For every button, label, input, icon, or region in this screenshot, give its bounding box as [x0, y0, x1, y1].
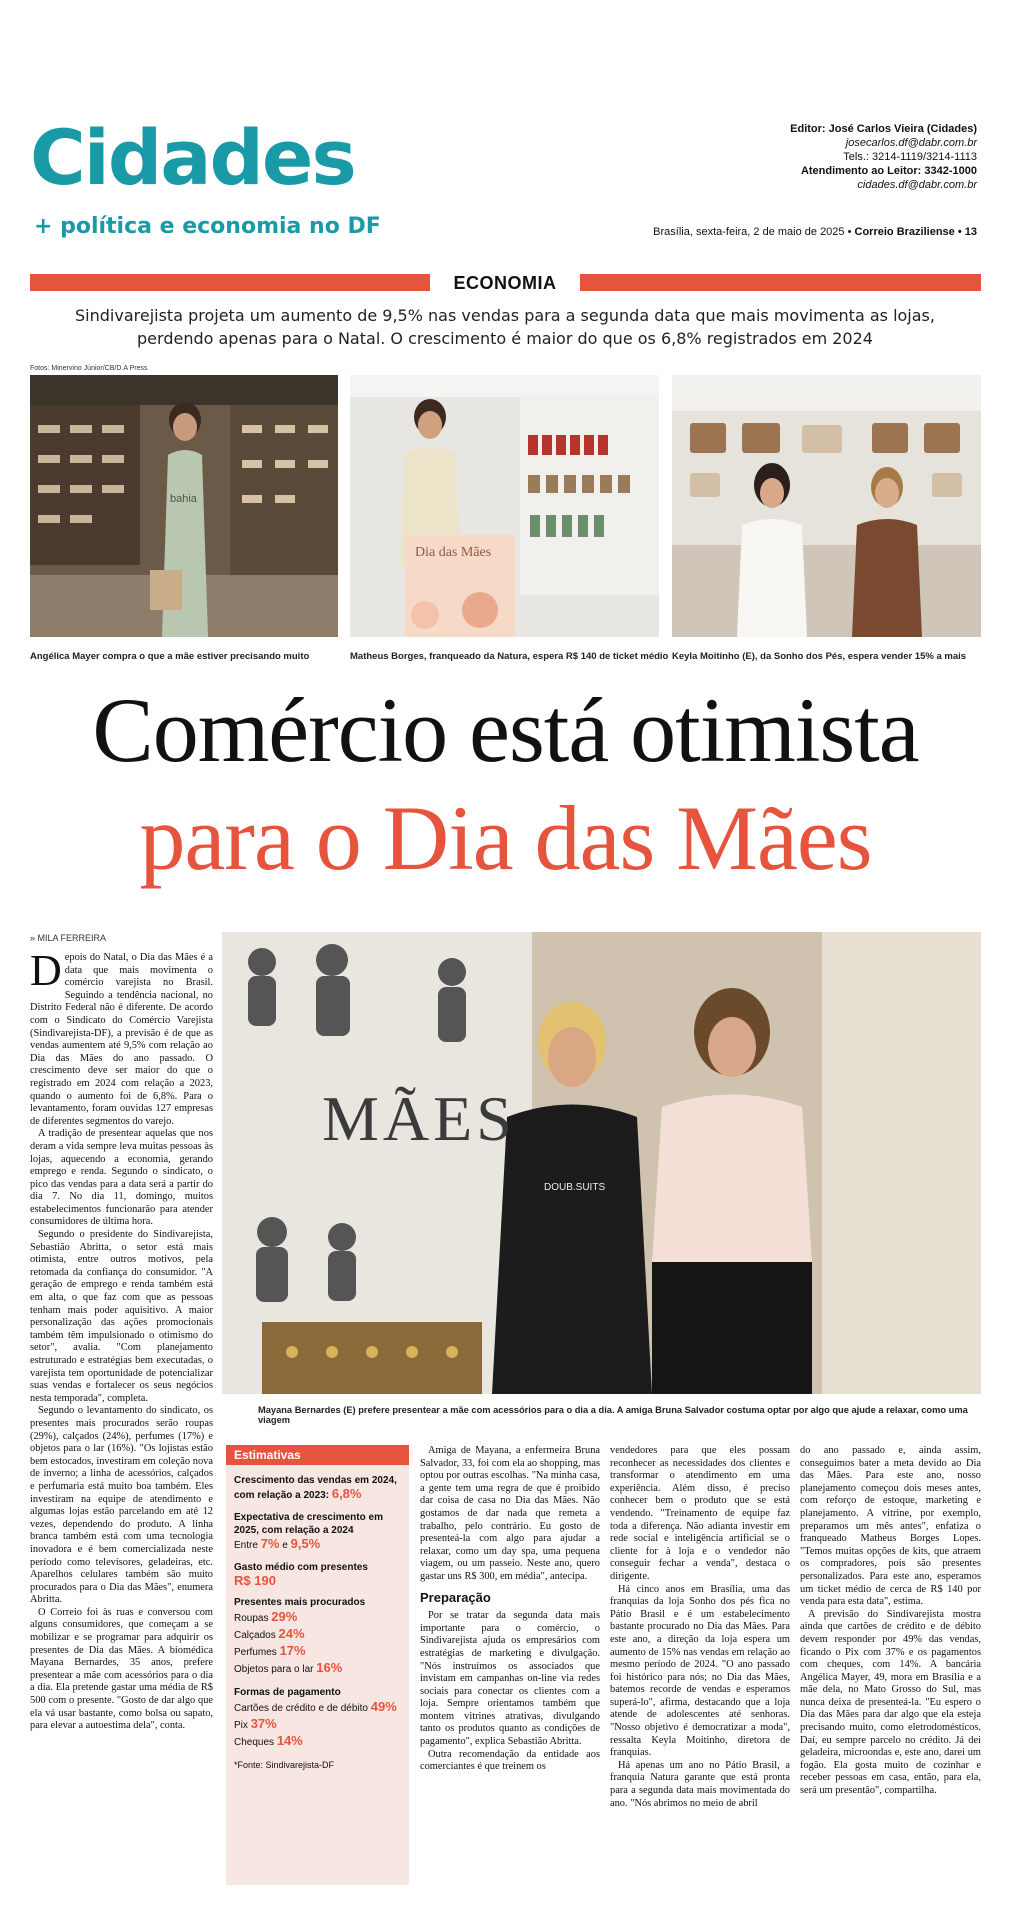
gift-value: 17%: [279, 1643, 306, 1658]
stat-growth-2025-mid: e: [282, 1540, 288, 1551]
stat-avg-spend-value: R$ 190: [234, 1573, 276, 1588]
editor-name: Editor: José Carlos Vieira (Cidades): [790, 123, 977, 135]
byline: » MILA FERREIRA: [30, 933, 107, 943]
col3-p2: Há cinco anos em Brasília, uma das franquias da loja Sonho dos pés fica no Pátio Brasil e é um estabelecimento bastante procurado no Dia das Mães. Para este ano, a direção da loja espera um aumento de 15% nas vendas em relação ao mesmo período de 2024. "O ano passado foi histórico para nós; no Dia das Mães, batemos recorde de vendas e esperamos superá-lo", afirma, destacando que a loja atende de adolescentes até senhoras. "Nosso objetivo é democratizar a moda", ressalta Keyla Moitinho, diretora de franquias.: [610, 1583, 790, 1759]
stat-growth-2025-label: Expectativa de crescimento em 2025, com relação a 2024: [234, 1512, 383, 1536]
mural-text: MÃES: [322, 1083, 516, 1154]
col4-p1: do ano passado e, ainda assim, conseguimos bater a meta devido ao Dia das Mães. Para este ano, nosso planejamento começou dois meses antes, com reforço de estoque, marketing e planejamento. A vitrine, por exemplo, preparamos um mês antes", enfatiza o franqueado Matheus Borges Lopes. "Temos muitas opções de kits, que atraem os compradores, pois são presentes personalizados. Para este ano, esperamos um ticket médio de cerca de R$ 140 por venda para esta data", estima.: [800, 1445, 981, 1608]
col2-p3: Outra recomendação da entidade aos comerciantes é que treinem os: [420, 1748, 600, 1773]
payment-row: [234, 1716, 401, 1733]
editor-phones: Tels.: 3214-1119/3214-1113: [843, 151, 977, 163]
masthead-title: Cidades: [30, 113, 355, 202]
stats-title: Estimativas: [226, 1445, 409, 1465]
gift-row: [234, 1626, 401, 1643]
stats-source: *Fonte: Sindivarejista-DF: [234, 1760, 335, 1770]
masthead-subtitle: + política e economia no DF: [34, 214, 381, 239]
caption-keyla: Keyla Moitinho (E), da Sonho dos Pés, espera vender 15% a mais: [672, 651, 967, 662]
col1-p4: Segundo o levantamento do sindicato, os presentes mais procurados serão roupas (29%), calçados (24%), perfumes (17%) e objetos para o lar (16%). "Os lojistas estão bem estocados, investiram em coleção nova de inverno; a linha de acessórios, calçados e perfumaria está muito boa também. Eles investiram na equipe de atendimento e algumas lojas estão parcelando em até 12 vezes, dependendo do produto. A linha branca também está com uma tecnologia inovadora e é bem comercializada neste período como televisores, geladeiras, etc. Aparelhos celulares também são muito procurados para o Dia das Mães", enumera Abritta.: [30, 1405, 213, 1606]
stat-growth-2024: [226, 1474, 409, 1502]
caption-matheus: Matheus Borges, franqueado da Natura, espera R$ 140 de ticket médio: [350, 651, 669, 662]
col1-p5: O Correio foi às ruas e conversou com alguns consumidores, que começam a se mobilizar e se programar para adquirir os presentes de Dia das Mães. A biomédica Mayana Bernardes, 35 anos, prefere presentear a mãe com acessórios para o dia a dia. Ela pretende gastar uma média de R$ 500 com o presente. "Gosto de dar algo que ela vá usar bastante, como bolsa ou sapato, para elevar a autoestima dela", conta.: [30, 1606, 213, 1732]
payment-row: [234, 1699, 401, 1716]
deck: Sindivarejista projeta um aumento de 9,5% nas vendas para a segunda data que mais movimenta as lojas, perdendo apenas para o Natal. O crescimento é maior do que os 6,8% registrados em 2024: [75, 306, 935, 348]
photo-keyla: [672, 375, 981, 637]
photo-credit: Fotos: Minervino Júnior/CB/D.A Press: [30, 365, 148, 372]
col2-p1: Amiga de Mayana, a enfermeira Bruna Salvador, 33, foi com ela ao shopping, mas optou por outras escolhas. "Na minha casa, a gente tem uma regra de que é proibido dar coisa de casa no Dia das Mães. Não gostamos de dar nada que remeta a trabalho, pelo contrário. Eu gosto de presenteá-la com algo para ajudar a relaxar, como um day spa, uma pequena viagem, ou um passeio. Neste ano, quero gastar uns R$ 300, em média", antecipa.: [420, 1445, 600, 1582]
stat-growth-2025-v1: 7%: [260, 1536, 280, 1551]
photo-main: [222, 932, 981, 1394]
section-label: ECONOMIA: [430, 270, 580, 296]
gift-row: [234, 1609, 401, 1626]
caption-angelica: Angélica Mayer compra o que a mãe estiver precisando muito: [30, 651, 310, 662]
gift-label: Perfumes: [234, 1647, 277, 1658]
gift-label: Roupas: [234, 1613, 269, 1624]
stat-avg-spend-label: Gasto médio com presentes: [234, 1562, 368, 1573]
stat-gifts-label: Presentes mais procurados: [234, 1597, 366, 1608]
stats-box: [226, 1445, 409, 1885]
stat-growth-2025-v2: 9,5%: [290, 1536, 321, 1551]
editor-email[interactable]: josecarlos.df@dabr.com.br: [845, 137, 977, 149]
stat-payments: [226, 1686, 409, 1750]
col2-p2: Por se tratar da segunda data mais importante para o comércio, o Sindivarejista ajuda os empresários com estratégias de marketing e divulgação. "Nós instruímos os associados que invistam em campanhas on-line via redes sociais para conectar os clientes com a loja. Sempre orientamos também que montem vitrines atrativas, divulgando tanto os produtos quanto as condições de pagamento", explica Sebastião Abritta.: [420, 1610, 600, 1748]
article-col2: [420, 1445, 600, 1774]
article-col1: [30, 946, 213, 1733]
col1-p2: A tradição de presentear aquelas que nos deram a vida sempre leva muitas pessoas às lojas, aquecendo a economia, gerando emprego e renda. Segundo o sindicato, o pico das vendas para a data será a partir do dia 7. No dia 11, domingo, muitos estabelecimentos funcionarão para atender consumidores de última hora.: [30, 1128, 213, 1228]
col1-p1: epois do Natal, o Dia das Mães é a data que mais movimenta o comércio varejista no Brasil. Seguindo a tendência nacional, no Distrito Federal não é diferente. De acordo com o Sindicato do Comércio Varejista (Sindivarejista-DF), a previsão é de que as vendas aumentem até 9,5% com relação ao Dia das Mães do ano passado. O crescimento deve ser maior do que o registrado em 2024 com relação a 2023, quando o aumento foi de 6,8%. Para o levantamento, foram ouvidas 127 empresas de diferentes segmentos do varejo.: [30, 952, 213, 1127]
stat-gifts: [226, 1596, 409, 1677]
payment-value: 37%: [250, 1716, 277, 1731]
subhead-preparacao: Preparação: [420, 1589, 491, 1605]
caption-main: Mayana Bernardes (E) prefere presentear a mãe com acessórios para o dia a dia. A amiga Bruna Salvador costuma optar por algo que ajude a relaxar, como uma viagem: [258, 1405, 968, 1425]
gift-row: [234, 1660, 401, 1677]
photo-angelica: [30, 375, 338, 637]
payment-label: Cartões de crédito e de débito: [234, 1703, 368, 1714]
col3-p1: vendedores para que eles possam reconhecer as necessidades dos clientes e transformar o atendimento em uma experiência. Além disso, é preciso conhecer bem o produto que se está vendendo. "Treinamento de equipe faz toda a diferença. Não adianta investir em rede social e inteligência artificial se o cliente for à loja e o vendedor não conseguir fechar a venda", destaca o dirigente.: [610, 1445, 790, 1582]
bag-print: bahia: [170, 493, 197, 505]
gift-value: 29%: [271, 1609, 298, 1624]
article-col3: [610, 1445, 790, 1810]
dateline: [653, 226, 977, 238]
date-text: Brasília, sexta-feira, 2 de maio de 2025 •: [653, 226, 852, 238]
photo-matheus: [350, 375, 659, 637]
payment-label: Pix: [234, 1720, 248, 1731]
section-email[interactable]: cidades.df@dabr.com.br: [857, 179, 977, 191]
stat-growth-2025: [226, 1511, 409, 1552]
col4-p2: A previsão do Sindivarejista mostra ainda que cartões de crédito e de débito devem responder por 49% das vendas, ficando o Pix com 37% e os pagamentos com cheques, com 14%. A bancária Angélica Mayer, 49, mora em Brasília e a mãe dela, no Mato Grosso do Sul, mas nunca deixa de presenteá-la. "Eu espero o Dia das Mães para dar algo que ela esteja precisando muito, como eletrodomésticos. Daí, eu sempre parcelo no crédito. Já dei geladeira, microondas e, este ano, darei um fogão. Ela gosta muito de cozinhar e receber pessoas em casa, então, para ela, será um presentão", compartilha.: [800, 1608, 981, 1797]
stat-payments-label: Formas de pagamento: [234, 1687, 341, 1698]
stat-avg-spend: [226, 1561, 409, 1587]
page-number: • 13: [957, 226, 977, 238]
stat-growth-2025-prefix: Entre: [234, 1540, 258, 1551]
gift-label: Calçados: [234, 1630, 276, 1641]
payment-label: Cheques: [234, 1737, 275, 1748]
gift-row: [234, 1643, 401, 1660]
dia-das-maes-sign: Dia das Mães: [415, 545, 492, 560]
stat-growth-2024-label: Crescimento das vendas em 2024, com relação a 2023:: [234, 1475, 397, 1501]
editor-info: [657, 122, 977, 192]
col1-p3: Segundo o presidente do Sindivarejista, Sebastião Abritta, o setor está mais otimista, entre outros motivos, pela retomada da confiança do consumidor. "A geração de emprego e renda também está em alta, o que faz com que as pessoas tenham mais poder aquisitivo. A maior personalização das ações promocionais também têm impulsionado o otimismo do setor", avalia. "Com planejamento estruturado e estratégias bem executadas, o varejista tem oportunidade de potencializar suas vendas e fortalecer os seus negócios nesta temporada", completa.: [30, 1229, 213, 1404]
gift-value: 16%: [316, 1660, 343, 1675]
gift-value: 24%: [278, 1626, 305, 1641]
payment-row: [234, 1733, 401, 1750]
headline-line2: para o Dia das Mães: [139, 787, 872, 889]
shirt-print: DOUB.SUITS: [544, 1182, 606, 1193]
article-col4: [800, 1445, 981, 1798]
payment-value: 14%: [276, 1733, 303, 1748]
paper-name: Correio Braziliense: [854, 226, 955, 238]
stat-growth-2024-value: 6,8%: [331, 1486, 362, 1501]
payment-value: 49%: [370, 1699, 397, 1714]
reader-service: Atendimento ao Leitor: 3342-1000: [800, 165, 977, 177]
drop-cap: D: [30, 946, 62, 995]
headline-line1: Comércio está otimista: [92, 679, 919, 781]
col3-p3: Há apenas um ano no Pátio Brasil, a franquia Natura garante que está pronta para a segunda data mais movimentada do ano. "Nós abrimos no meio de abril: [610, 1759, 790, 1809]
gift-label: Objetos para o lar: [234, 1664, 314, 1675]
